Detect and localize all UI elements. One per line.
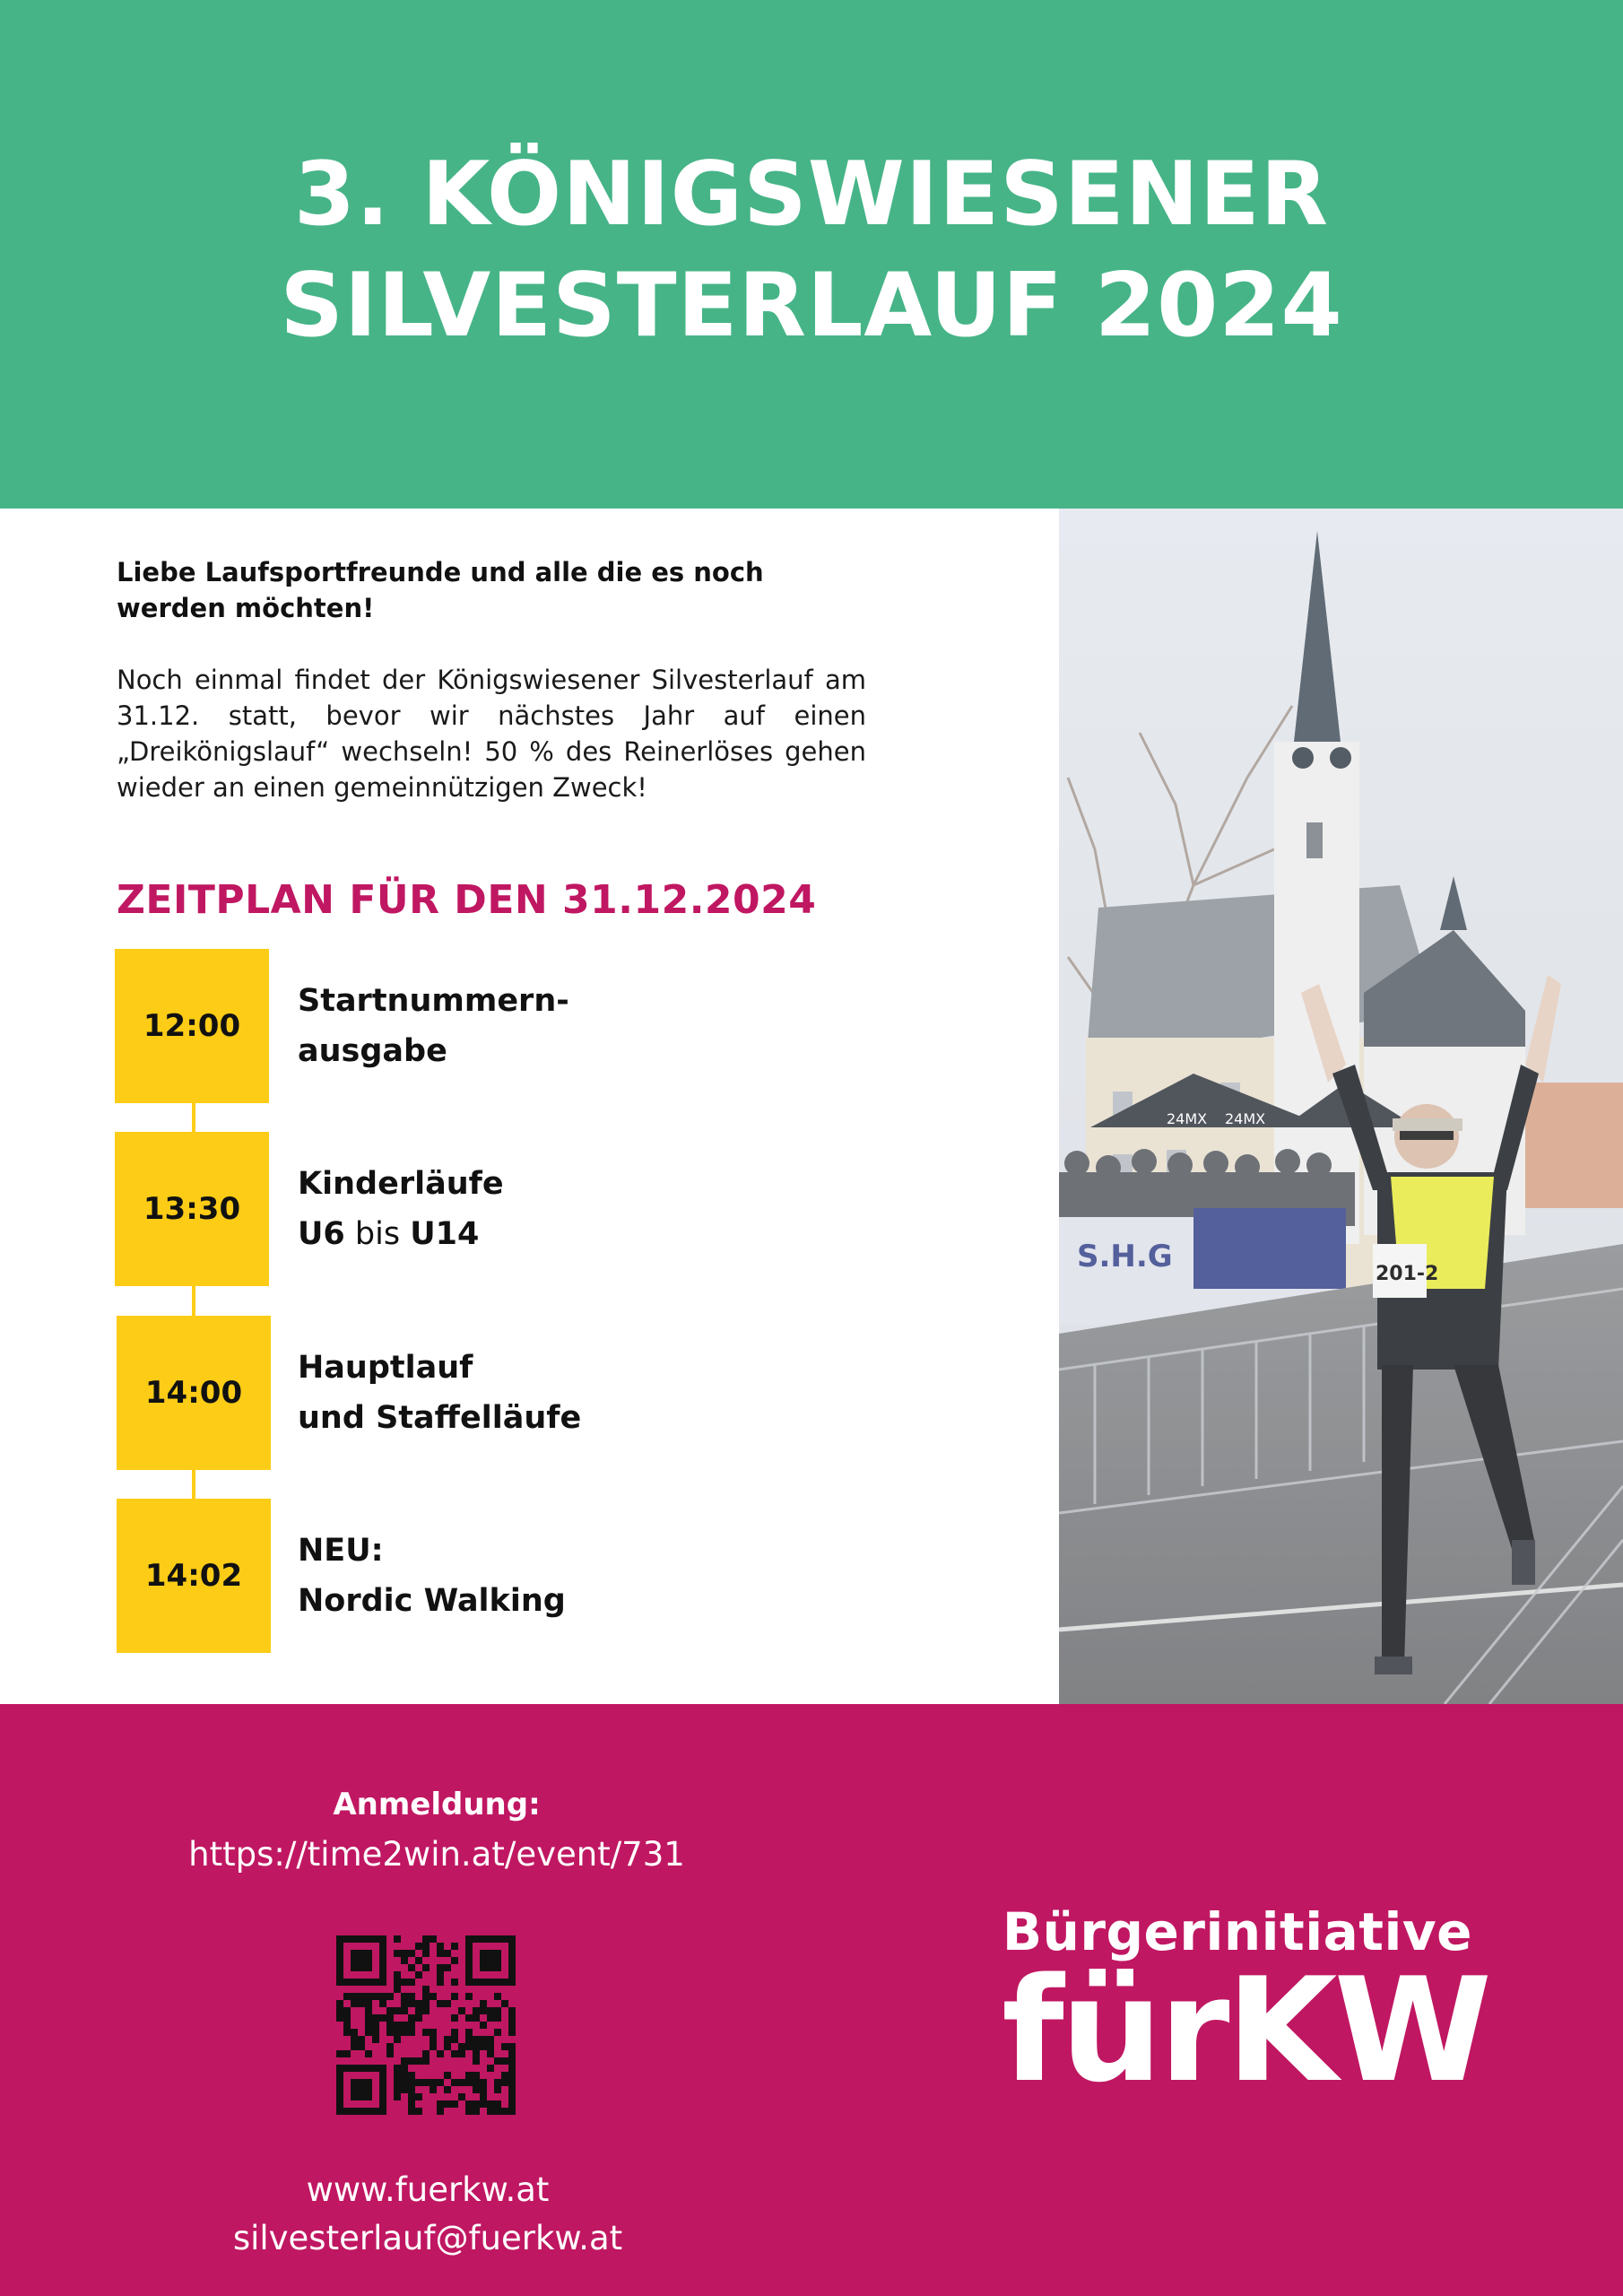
qr-code-icon [336,1935,516,2115]
schedule-item-line1: NEU: [298,1533,384,1569]
age-group-from: U6 [298,1216,345,1252]
registration-label: Anmeldung: [333,1787,541,1822]
title-line-2: SILVESTERLAUF 2024 [280,254,1343,357]
schedule-item [115,1132,967,1286]
organization-logo [950,1901,1488,2117]
bib-number: 201-2 [1376,1263,1439,1285]
schedule-item [115,1316,967,1470]
schedule-item-label [298,1499,566,1653]
schedule-item-line1: Startnummern- [298,983,569,1019]
header-banner [0,0,1623,509]
intro-heading: Liebe Laufsportfreunde und alle die es noch werden möchten! [117,557,764,623]
schedule-item-label [298,1316,581,1470]
registration-link[interactable]: https://time2win.at/event/731 [188,1835,685,1874]
schedule-title: ZEITPLAN FÜR DEN 31.12.2024 [117,877,817,923]
schedule-item-label [298,1132,504,1286]
schedule-item-line1: Kinderläufe [298,1166,504,1202]
time-badge: 14:02 [117,1499,271,1653]
title-line-1: 3. KÖNIGSWIESENER [293,143,1330,246]
logo-subtitle: Bürgerinitiative [1002,1901,1472,1962]
schedule-item [115,949,967,1103]
age-group-to: U14 [410,1216,480,1252]
website-link[interactable]: www.fuerkw.at [306,2170,550,2209]
banner-text: S.H.G [1077,1239,1173,1274]
time-badge: 13:30 [115,1132,269,1286]
schedule-item-line2: Nordic Walking [298,1583,566,1619]
schedule-item-line1: Hauptlauf [298,1350,473,1386]
event-title [280,139,1342,361]
logo-wordmark: fürKW [1002,1946,1488,2114]
email-link[interactable]: silvesterlauf@fuerkw.at [232,2219,623,2257]
schedule-item-line2: und Staffelläufe [298,1400,582,1436]
age-group-connector: bis [344,1216,411,1252]
intro-section [117,554,866,805]
schedule-item-line2: ausgabe [298,1033,447,1069]
schedule-item-line2 [298,1209,504,1259]
tent-label: 24MX [1225,1110,1266,1127]
schedule-item [115,1499,967,1653]
intro-body: Noch einmal findet der Königswiesener Silvesterlauf am 31.12. statt, bevor wir nächstes Jahr auf einen „Dreikönigslauf“ wechseln! 50 % des Reinerlöses gehen wieder an einen gemeinnützigen Zweck! [117,665,866,803]
time-badge: 14:00 [117,1316,271,1470]
tent-label: 24MX [1167,1110,1208,1127]
runner-photo [1059,509,1623,1704]
time-badge: 12:00 [115,949,269,1103]
schedule-item-label [298,949,569,1103]
